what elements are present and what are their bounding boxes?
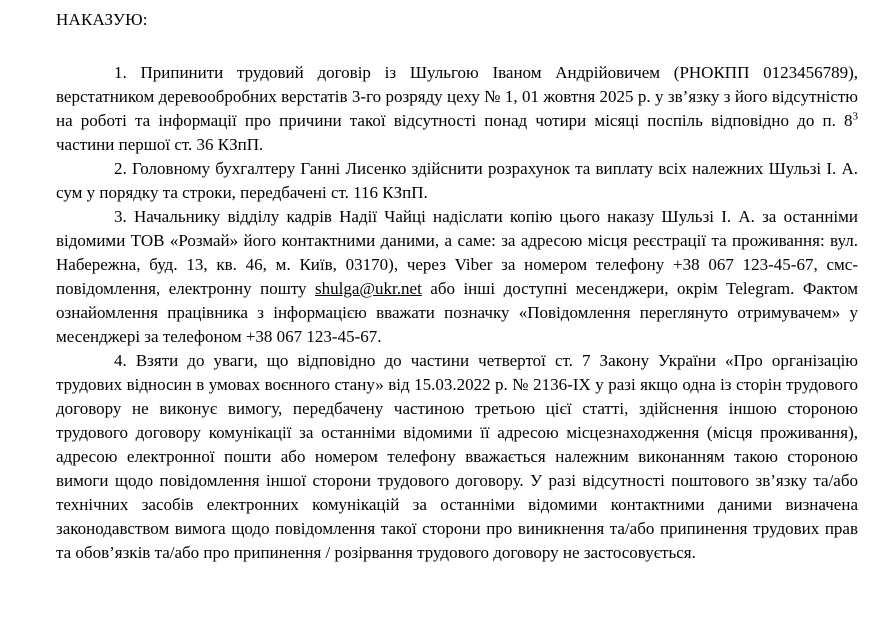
order-item-3 <box>56 205 858 349</box>
order-item-3-text-end: або інші доступні месенджери, окрім Telegram. Фактом ознайомлення працівника з інформацією вважати позначку «Повідомлення переглянуто отримувачем» у месенджері за телефоном +38 067 123-45-67. <box>56 279 859 346</box>
order-item-1 <box>56 61 858 157</box>
order-item-4: 4. Взяти до уваги, що відповідно до частини четвертої ст. 7 Закону України «Про організацію трудових відносин в умовах воєнного стану» від 15.03.2022 р. № 2136-IX у разі якщо одна із сторін трудового договору не виконує вимогу, передбачену частиною третьою цієї статті, здійснення іншою стороною трудового договору комунікації за останніми відомими її адресою місцезнаходження (місця проживання), адресою електронної пошти або номером телефону вважається належним виконанням такою стороною вимоги щодо повідомлення іншої сторони трудового договору. У разі відсутності поштового зв’язку та/або технічних засобів електронних комунікацій за останніми відомими контактними даними визначена законодавством вимога щодо повідомлення такої сторони про виникнення та/або припинення трудових прав та обов’язків та/або про припинення / розірвання трудового договору не застосовується. <box>56 351 858 562</box>
order-heading: НАКАЗУЮ: <box>56 10 148 29</box>
order-item-3-text: 3. Начальнику відділу кадрів Надії Чайці надіслати копію цього наказу Шульзі І. А. за останніми відомими ТОВ «Розмай» його контактними даними, а саме: за адресою місця реєстрації та проживання: вул. Набережна, буд. 13, кв. 46, м. Київ, 03170), через Viber за номером телефону +38 067 123-45-67, смс-повідомлення, електронну пошту <box>56 207 858 298</box>
article-superscript: 3 <box>852 110 858 123</box>
order-item-1-text-end: частини першої ст. 36 КЗпП. <box>56 135 264 154</box>
email-link[interactable]: shulga@ukr.net <box>315 279 422 298</box>
order-item-2: 2. Головному бухгалтеру Ганні Лисенко здійснити розрахунок та виплату всіх належних Шульзі І. А. сум у порядку та строки, передбачені ст. 116 КЗпП. <box>56 159 858 202</box>
document-page <box>56 8 858 565</box>
order-item-1-text: 1. Припинити трудовий договір із Шульгою Іваном Андрійовичем (РНОКПП 0123456789), верстатником деревообробних верстатів 3-го розряду цеху № 1, 01 жовтня 2025 р. у зв’язку з його відсутністю на роботі та інформації про причини такої відсутності понад чотири місяці поспіль відповідно до п. 8 <box>56 63 858 130</box>
